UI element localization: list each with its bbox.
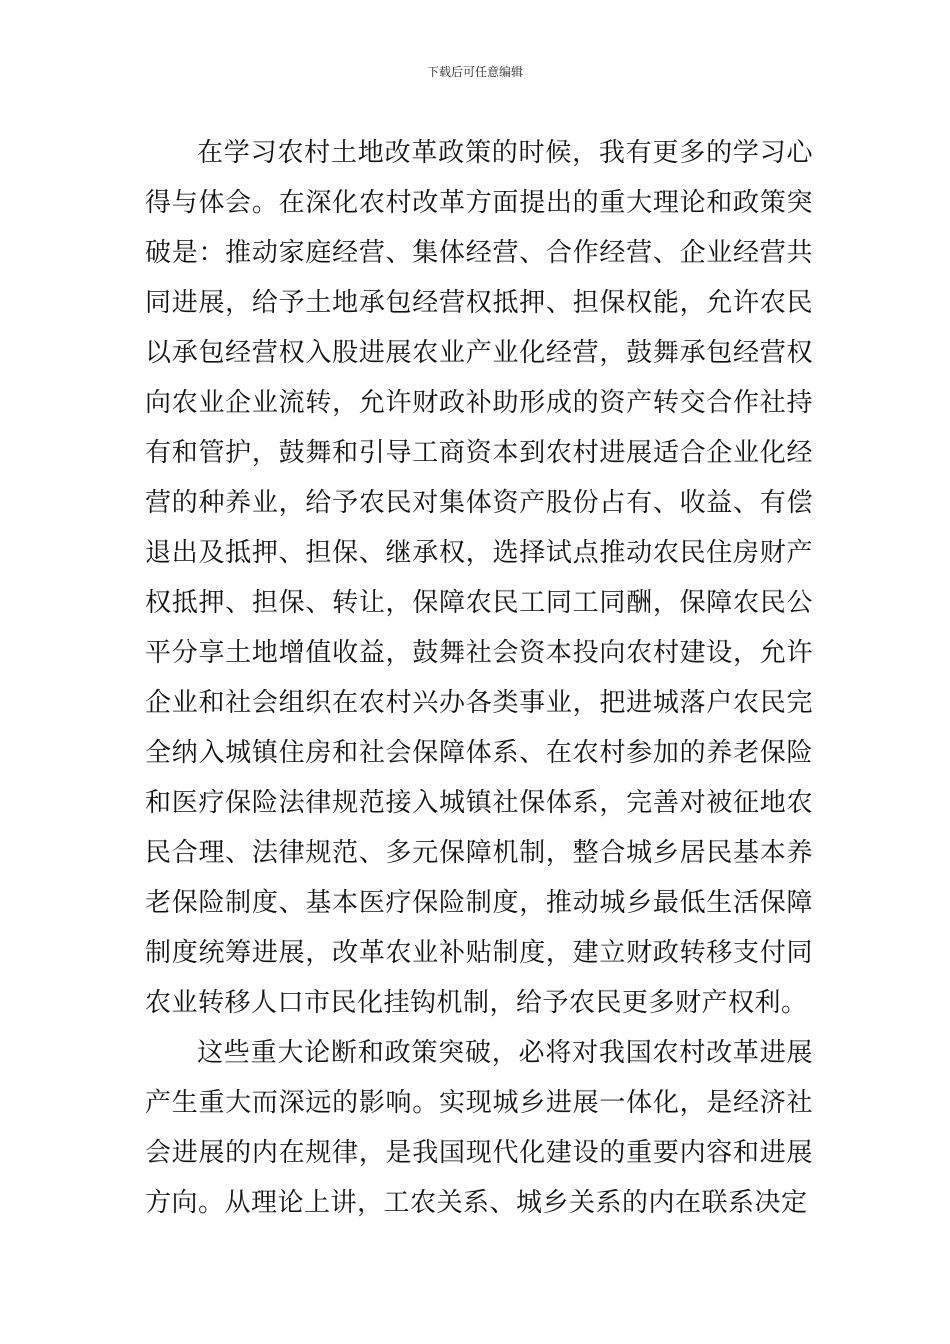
document-body	[145, 128, 813, 1228]
page-header: 下载后可任意编辑	[426, 65, 523, 79]
paragraph-1: 在学习农村土地改革政策的时候，我有更多的学习心得与体会。在深化农村改革方面提出的重大理论和政策突破是：推动家庭经营、集体经营、合作经营、企业经营共同进展，给予土地承包经营权抵押、担保权能，允许农民以承包经营权入股进展农业产业化经营，鼓舞承包经营权向农业企业流转，允许财政补助形成的资产转交合作社持有和管护，鼓舞和引导工商资本到农村进展适合企业化经营的种养业，给予农民对集体资产股份占有、收益、有偿退出及抵押、担保、继承权，选择试点推动农民住房财产权抵押、担保、转让，保障农民工同工同酬，保障农民公平分享土地增值收益，鼓舞社会资本投向农村建设，允许企业和社会组织在农村兴办各类事业，把进城落户农民完全纳入城镇住房和社会保障体系、在农村参加的养老保险和医疗保险法律规范接入城镇社保体系，完善对被征地农民合理、法律规范、多元保障机制，整合城乡居民基本养老保险制度、基本医疗保险制度，推动城乡最低生活保障制度统筹进展，改革农业补贴制度，建立财政转移支付同农业转移人口市民化挂钩机制，给予农民更多财产权利。	[145, 138, 813, 1018]
paragraph-2: 这些重大论断和政策突破，必将对我国农村改革进展产生重大而深远的影响。实现城乡进展一体化，是经济社会进展的内在规律，是我国现代化建设的重要内容和进展方向。从理论上讲，工农关系、城乡关系的内在联系决定	[145, 1038, 813, 1218]
